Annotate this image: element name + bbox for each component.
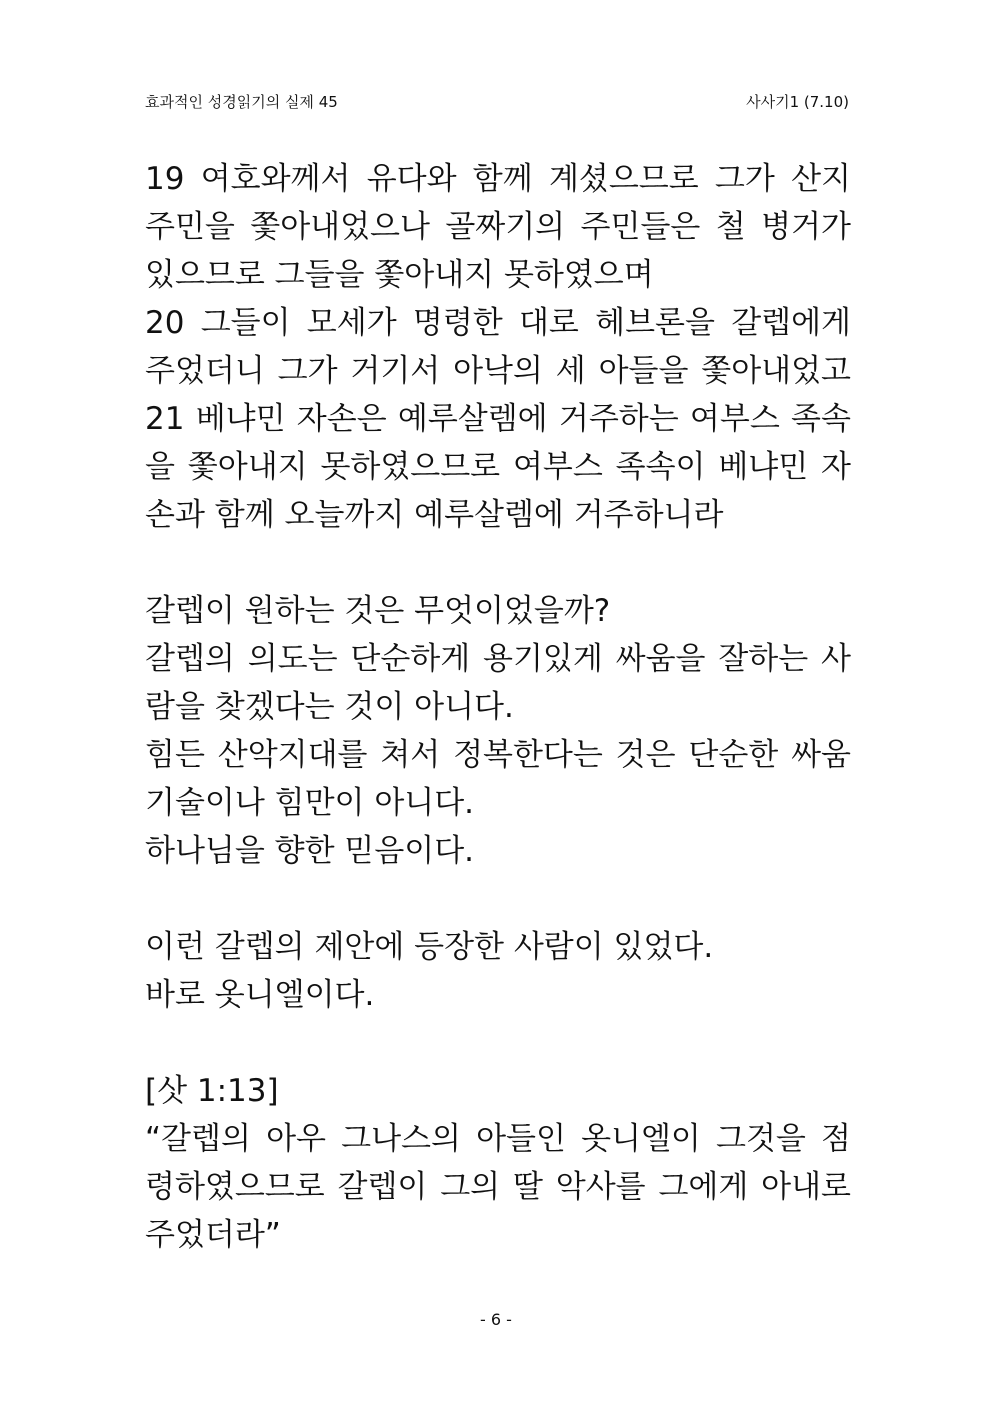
word: 갈렙이 — [337, 1169, 428, 1205]
word: 대로 — [518, 305, 579, 341]
word: 산악지대를 — [217, 737, 368, 773]
othniel-block — [145, 923, 851, 1019]
word: “갈렙의 — [145, 1121, 251, 1157]
word: 철 — [715, 209, 746, 245]
reflection-line: 기술이나 힘만이 아니다. — [145, 785, 475, 821]
reflection-line: 하나님을 향한 믿음이다. — [145, 833, 475, 869]
scripture-line — [145, 347, 851, 395]
word: 예루살렘에 — [397, 401, 548, 437]
scripture-line — [145, 155, 851, 203]
paragraph-gap — [145, 875, 851, 923]
word: 령하였으므로 — [145, 1169, 325, 1205]
word: 여부스 — [512, 449, 603, 485]
word: 옷니엘이 — [581, 1121, 701, 1157]
reflection-line — [145, 635, 851, 683]
word: 자 — [821, 449, 851, 485]
quote-block — [145, 1115, 851, 1259]
word: 20 — [145, 305, 185, 341]
paragraph-gap — [145, 1019, 851, 1067]
word: 여호와께서 — [200, 161, 351, 197]
word: 쫓아내지 — [187, 449, 308, 485]
word: 여부스 — [689, 401, 780, 437]
word: 명령한 — [412, 305, 503, 341]
word: 베냐민 — [195, 401, 286, 437]
word: 골짜기의 — [445, 209, 566, 245]
word: 힘든 — [145, 737, 205, 773]
word: 그나스의 — [341, 1121, 461, 1157]
scripture-line — [145, 203, 851, 251]
word: 아낙의 — [453, 353, 543, 389]
word: 주었더니 — [145, 353, 265, 389]
word: 병거가 — [761, 209, 851, 245]
quote-line: 주었더라” — [145, 1217, 281, 1253]
scripture-line: 손과 함께 오늘까지 예루살렘에 거주하니라 — [145, 497, 724, 533]
word: 모세가 — [306, 305, 397, 341]
word: 족속이 — [615, 449, 706, 485]
word: 단순한 — [688, 737, 779, 773]
word: 점 — [821, 1121, 851, 1157]
word: 아내로 — [761, 1169, 851, 1205]
scripture-line — [145, 443, 851, 491]
word: 못하였으므로 — [320, 449, 501, 485]
word: 갈렙에게 — [731, 305, 851, 341]
chapter-date: 사사기1 (7.10) — [746, 93, 849, 111]
word: 그가 — [714, 161, 775, 197]
word: 싸움을 — [615, 641, 706, 677]
word: 갈렙의 — [145, 641, 235, 677]
word: 자손은 — [296, 401, 387, 437]
word: 싸움 — [791, 737, 851, 773]
scripture-line — [145, 299, 851, 347]
word: 주민을 — [145, 209, 235, 245]
word: 그들이 — [200, 305, 291, 341]
scripture-line: 있으므로 그들을 쫓아내지 못하였으며 — [145, 257, 654, 293]
word: 단순하게 — [350, 641, 471, 677]
document-title: 효과적인 성경읽기의 실제 45 — [145, 93, 338, 111]
reflection-line — [145, 731, 851, 779]
word: 그것을 — [716, 1121, 806, 1157]
word: 악사를 — [555, 1169, 646, 1205]
scripture-line — [145, 395, 851, 443]
word: 족속 — [791, 401, 851, 437]
othniel-line: 이런 갈렙의 제안에 등장한 사람이 있었다. — [145, 929, 714, 965]
quote-reference: [삿 1:13] — [145, 1073, 279, 1109]
word: 19 — [145, 161, 185, 197]
page-number: - 6 - — [480, 1310, 512, 1329]
word: 주민들은 — [580, 209, 701, 245]
quote-line — [145, 1163, 851, 1211]
word: 세 — [555, 353, 586, 389]
paragraph-gap — [145, 539, 851, 587]
othniel-line: 바로 옷니엘이다. — [145, 977, 375, 1013]
word: 것은 — [615, 737, 676, 773]
word: 헤브론을 — [595, 305, 715, 341]
word: 거주하는 — [558, 401, 679, 437]
word: 사 — [821, 641, 851, 677]
word: 거기서 — [350, 353, 441, 389]
word: 쳐서 — [380, 737, 441, 773]
word: 그가 — [277, 353, 338, 389]
scripture-block — [145, 155, 851, 539]
reflection-line: 갈렙이 원하는 것은 무엇이었을까? — [145, 593, 611, 629]
reflection-block — [145, 587, 851, 875]
page-body — [145, 155, 851, 1259]
word: 용기있게 — [483, 641, 603, 677]
word: 아들인 — [476, 1121, 566, 1157]
word: 그에게 — [658, 1169, 749, 1205]
word: 유다와 — [366, 161, 457, 197]
word: 산지 — [791, 161, 851, 197]
word: 21 — [145, 401, 185, 437]
word: 딸 — [512, 1169, 543, 1205]
word: 함께 — [472, 161, 533, 197]
word: 그의 — [440, 1169, 501, 1205]
word: 베냐민 — [718, 449, 809, 485]
word: 아우 — [266, 1121, 326, 1157]
word: 계셨으므로 — [548, 161, 699, 197]
reflection-line: 람을 찾겠다는 것이 아니다. — [145, 689, 514, 725]
word: 쫓아내었고 — [701, 353, 851, 389]
word: 을 — [145, 449, 175, 485]
quote-line — [145, 1115, 851, 1163]
word: 잘하는 — [718, 641, 809, 677]
word: 의도는 — [247, 641, 338, 677]
word: 쫓아내었으나 — [250, 209, 430, 245]
word: 아들을 — [598, 353, 689, 389]
word: 정복한다는 — [453, 737, 603, 773]
